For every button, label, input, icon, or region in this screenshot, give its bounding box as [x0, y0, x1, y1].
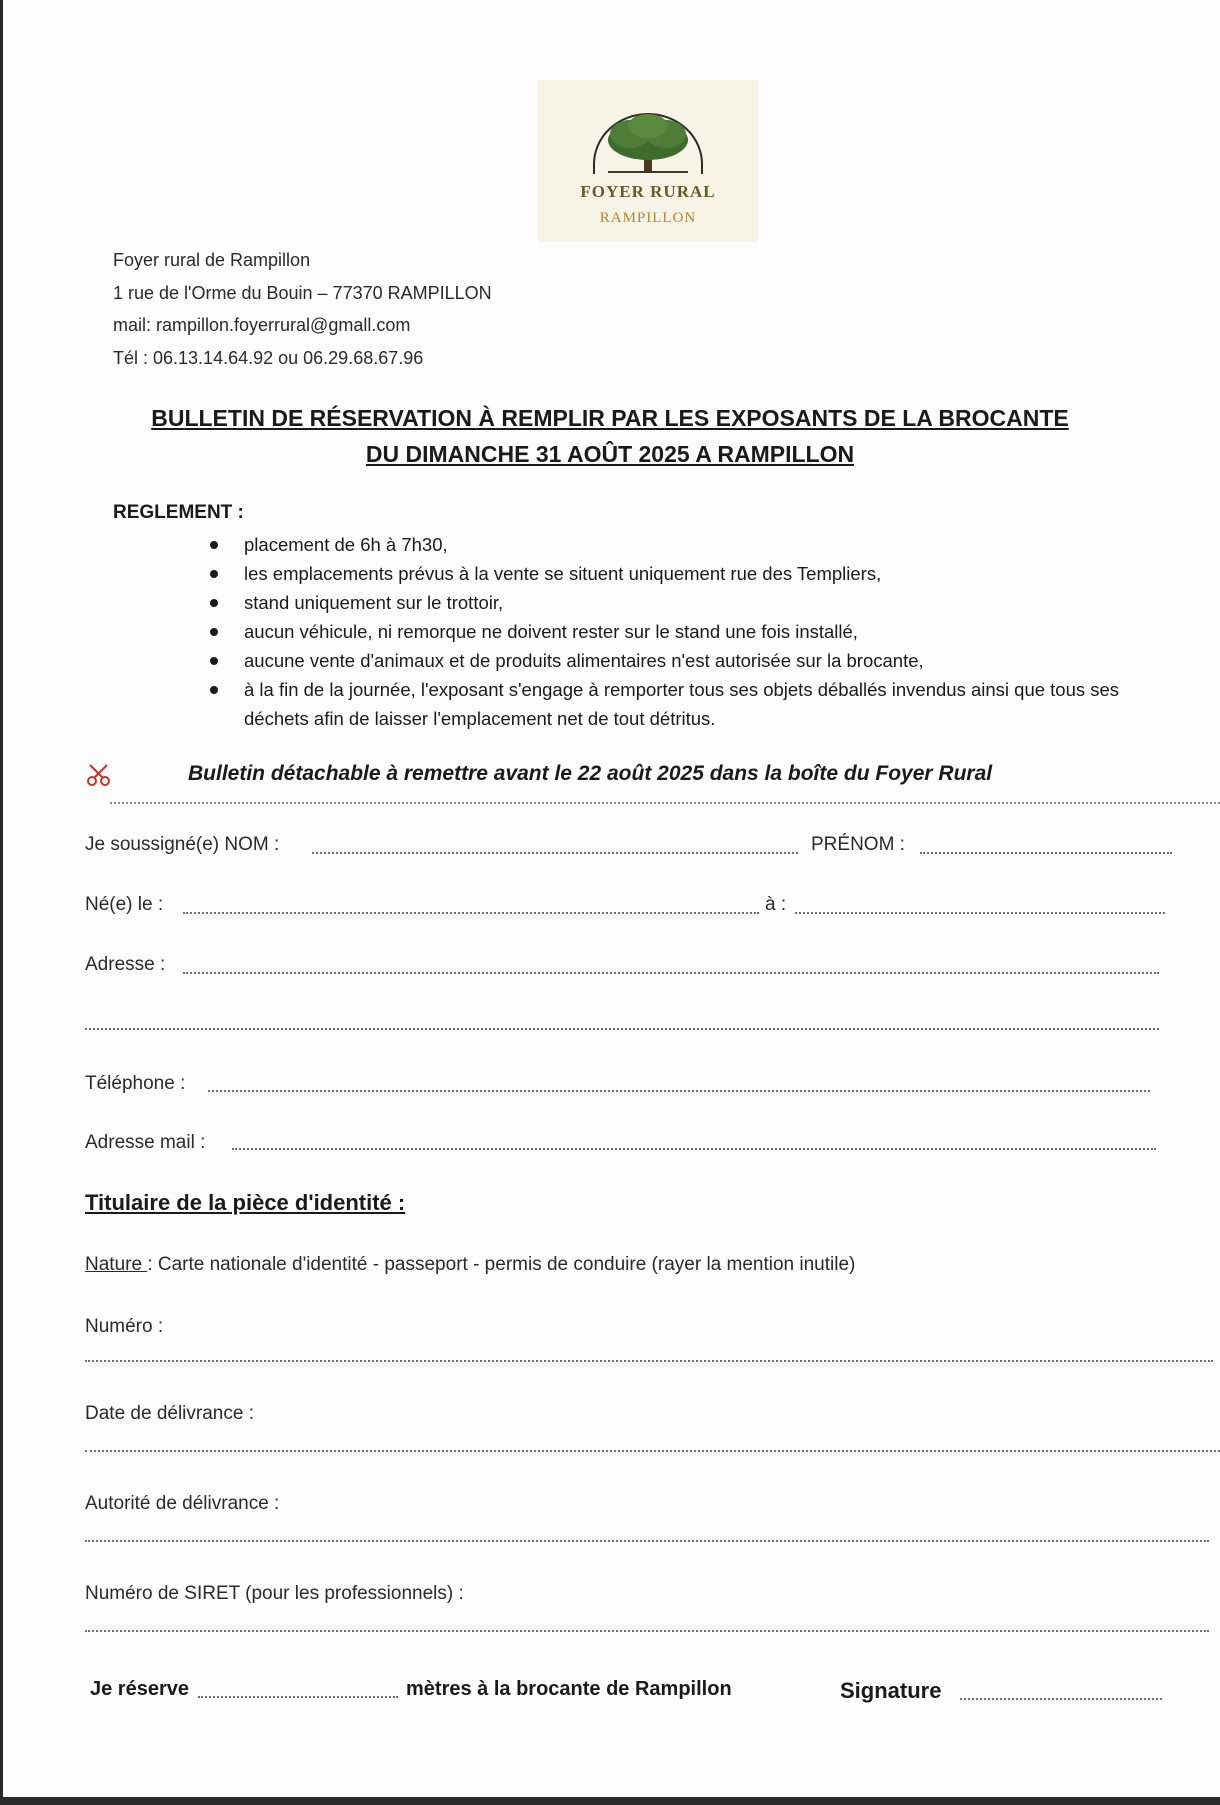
rule-text: aucune vente d'animaux et de produits alimentaires n'est autorisée sur la brocante,: [244, 650, 924, 671]
reglement-list: [206, 530, 1176, 733]
bullet-icon: [210, 628, 218, 636]
nom-field[interactable]: [312, 852, 798, 854]
birthplace-field[interactable]: [795, 912, 1165, 914]
nature-label: Nature: [85, 1254, 148, 1275]
contact-address: 1 rue de l'Orme du Bouin – 77370 RAMPILLON: [113, 283, 492, 303]
birthplace-label: à :: [765, 894, 787, 915]
detach-notice: Bulletin détachable à remettre avant le 22 août 2025 dans la boîte du Foyer Rural: [188, 762, 993, 785]
tree-icon: [580, 104, 716, 178]
prenom-field[interactable]: [920, 852, 1172, 854]
siret-label: Numéro de SIRET (pour les professionnels) :: [85, 1583, 464, 1604]
cut-line: [110, 802, 1220, 804]
authority-field[interactable]: [85, 1540, 1209, 1542]
metres-field[interactable]: [198, 1696, 398, 1698]
phone-label: Téléphone :: [85, 1073, 186, 1094]
list-item: [206, 559, 1176, 588]
authority-label: Autorité de délivrance :: [85, 1493, 280, 1514]
bullet-icon: [210, 541, 218, 549]
rule-text: stand uniquement sur le trottoir,: [244, 592, 504, 613]
birthdate-field[interactable]: [183, 912, 759, 914]
reglement-heading: REGLEMENT :: [113, 502, 244, 523]
nom-label: Je soussigné(e) NOM :: [85, 834, 280, 855]
page-title-line2: DU DIMANCHE 31 AOÛT 2025 A RAMPILLON: [365, 441, 855, 467]
signature-label: Signature: [840, 1678, 942, 1703]
bullet-icon: [210, 599, 218, 607]
contact-mail: mail: rampillon.foyerrural@gmall.com: [113, 315, 411, 335]
list-item: [206, 530, 1176, 559]
nature-text: : Carte nationale d'identité - passeport - permis de conduire (rayer la mention inutile): [147, 1254, 856, 1275]
issue-date-label: Date de délivrance :: [85, 1403, 254, 1424]
issue-date-field[interactable]: [85, 1450, 1220, 1452]
bullet-icon: [210, 686, 218, 694]
address-label: Adresse :: [85, 954, 166, 975]
birthdate-label: Né(e) le :: [85, 894, 164, 915]
list-item: [206, 675, 1176, 733]
bullet-icon: [210, 570, 218, 578]
bullet-icon: [210, 657, 218, 665]
address-field-line2[interactable]: [85, 1028, 1159, 1030]
signature-field[interactable]: [960, 1698, 1162, 1700]
email-label: Adresse mail :: [85, 1132, 206, 1153]
identity-heading: Titulaire de la pièce d'identité :: [85, 1190, 406, 1215]
prenom-label: PRÉNOM :: [811, 834, 905, 855]
id-number-label: Numéro :: [85, 1316, 164, 1337]
page-title-line1: BULLETIN DE RÉSERVATION À REMPLIR PAR LES EXPOSANTS DE LA BROCANTE: [151, 405, 1069, 431]
phone-field[interactable]: [208, 1090, 1150, 1092]
address-field[interactable]: [183, 972, 1159, 974]
list-item: [206, 588, 1176, 617]
contact-name: Foyer rural de Rampillon: [113, 250, 311, 270]
logo-title: FOYER RURAL: [580, 182, 716, 201]
page-edge-left: [0, 0, 3, 1805]
foyer-rural-logo: [538, 80, 758, 242]
list-item: [206, 646, 1176, 675]
rule-text: à la fin de la journée, l'exposant s'engage à remporter tous ses objets déballés invendus ainsi que tous ses déchets afin de laisser l'emplacement net de tout détritus.: [244, 679, 1120, 729]
rule-text: aucun véhicule, ni remorque ne doivent rester sur le stand une fois installé,: [244, 621, 858, 642]
scissors-icon: [86, 762, 112, 788]
metres-label: mètres à la brocante de Rampillon: [406, 1678, 732, 1700]
id-number-field[interactable]: [85, 1360, 1213, 1362]
nature-line: [85, 1254, 855, 1276]
page-edge-bottom: [0, 1797, 1220, 1805]
contact-phone: Tél : 06.13.14.64.92 ou 06.29.68.67.96: [113, 348, 424, 368]
email-field[interactable]: [232, 1148, 1156, 1150]
reserve-label: Je réserve: [90, 1678, 189, 1700]
logo-subtitle: RAMPILLON: [599, 210, 697, 226]
list-item: [206, 617, 1176, 646]
rule-text: placement de 6h à 7h30,: [244, 534, 448, 555]
rule-text: les emplacements prévus à la vente se situent uniquement rue des Templiers,: [244, 563, 882, 584]
siret-field[interactable]: [85, 1630, 1209, 1632]
